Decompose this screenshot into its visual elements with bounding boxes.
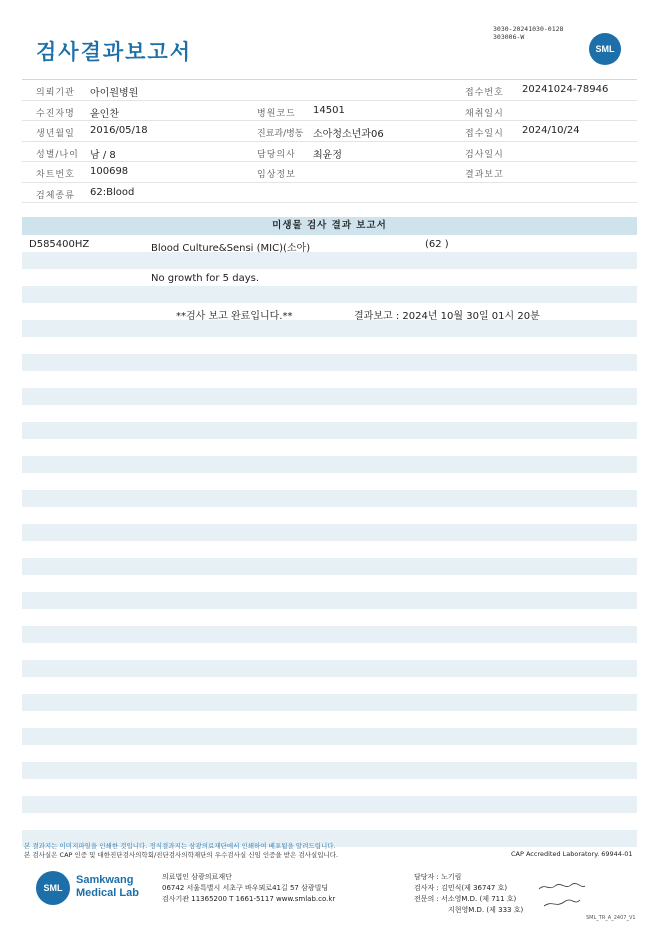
- address-line3: 검사기관 11365200 T 1661-5117 www.smlab.co.kr: [162, 895, 336, 903]
- dept-label: 진료과/병동: [257, 129, 304, 139]
- hospital-code-value: 14501: [313, 104, 345, 116]
- doctor-value: 최윤정: [313, 149, 342, 161]
- sheet-stripe: [22, 439, 637, 456]
- brand-line2: Medical Lab: [76, 887, 139, 899]
- collect-date-label: 채취일시: [465, 108, 504, 119]
- document-code-line1: 3030-20241030-0128: [493, 25, 564, 33]
- sheet-stripe: [22, 524, 637, 541]
- sheet-stripe: [22, 286, 637, 303]
- result-section-title: 미생물 검사 결과 보고서: [22, 217, 637, 235]
- form-code: SML_TR_A_2407_V1: [586, 915, 636, 921]
- sheet-stripe: [22, 677, 637, 694]
- chart-value: 100698: [90, 166, 129, 177]
- hospital-value: 아이원병원: [90, 88, 139, 99]
- specimen-label: 검체종류: [36, 190, 75, 201]
- sheet-stripe: [22, 456, 637, 473]
- sheet-stripe: [22, 473, 637, 490]
- document-code: [493, 25, 563, 41]
- result-sheet-background: [22, 235, 637, 847]
- doctor-label: 담당의사: [257, 149, 296, 160]
- test-name: Blood Culture&Sensi (MIC)(소아): [151, 243, 311, 254]
- chart-label: 차트번호: [36, 170, 75, 180]
- sheet-stripe: [22, 575, 637, 592]
- receipt-date-label: 접수일시: [465, 129, 504, 139]
- sheet-stripe: [22, 813, 637, 830]
- signature-2: [542, 896, 582, 910]
- receipt-no-value: 20241024-78946: [522, 84, 609, 95]
- patient-label: 수진자명: [36, 108, 75, 119]
- sex-age-label: 성별/나이: [36, 149, 79, 160]
- sml-footer-logo: SML: [36, 871, 70, 905]
- sheet-stripe: [22, 711, 637, 728]
- staff-line2: 검사자 : 김민식(제 36747 호): [414, 884, 508, 892]
- staff-line4: 지현영M.D. (제 333 호): [448, 906, 524, 914]
- sheet-stripe: [22, 728, 637, 745]
- staff-line1: 담당자 : 노기림: [414, 873, 462, 881]
- sheet-stripe: [22, 507, 637, 524]
- hospital-code-label: 병원코드: [257, 108, 296, 119]
- patient-info-table: [22, 79, 637, 203]
- report-title: 검사결과보고서: [36, 40, 193, 64]
- clinical-label: 임상정보: [257, 170, 296, 180]
- footer-note-image: 본 결과지는 이미지파일을 인쇄한 것입니다. 정식결과지는 삼광의료재단에서 인쇄하여 배포됨을 알려드립니다.: [24, 842, 336, 850]
- brand-line1: Samkwang: [76, 874, 134, 886]
- sheet-stripe: [22, 422, 637, 439]
- birth-label: 생년월일: [36, 129, 75, 139]
- receipt-no-label: 접수번호: [465, 88, 504, 98]
- address-line1: 의료법인 삼광의료재단: [162, 873, 232, 881]
- info-row: [22, 101, 637, 122]
- sheet-stripe: [22, 694, 637, 711]
- test-number: (62 ): [425, 239, 449, 250]
- cap-accreditation: CAP Accredited Laboratory. 69944-01: [511, 850, 633, 858]
- sheet-stripe: [22, 779, 637, 796]
- sheet-stripe: [22, 558, 637, 575]
- sheet-stripe: [22, 320, 637, 337]
- sheet-stripe: [22, 643, 637, 660]
- sheet-stripe: [22, 762, 637, 779]
- sheet-stripe: [22, 337, 637, 354]
- sheet-stripe: [22, 388, 637, 405]
- sheet-stripe: [22, 235, 637, 252]
- staff-list: [414, 872, 523, 916]
- sml-logo: SML: [589, 33, 621, 65]
- test-date-label: 검사일시: [465, 149, 504, 160]
- receipt-date-value: 2024/10/24: [522, 125, 580, 136]
- sheet-stripe: [22, 609, 637, 626]
- hospital-label: 의뢰기관: [36, 88, 75, 98]
- sheet-stripe: [22, 405, 637, 422]
- result-finding: No growth for 5 days.: [151, 273, 260, 284]
- info-row: [22, 142, 637, 163]
- document-code-line2: 303006-W: [493, 33, 525, 41]
- sheet-stripe: [22, 269, 637, 286]
- dept-value: 소아청소년과06: [313, 129, 384, 140]
- specimen-value: 62:Blood: [90, 186, 135, 198]
- report-time: 결과보고 : 2024년 10월 30일 01시 20분: [354, 311, 540, 322]
- info-row: [22, 80, 637, 101]
- info-row: [22, 162, 637, 183]
- sheet-stripe: [22, 252, 637, 269]
- sheet-stripe: [22, 354, 637, 371]
- sheet-stripe: [22, 796, 637, 813]
- test-code: D585400HZ: [29, 239, 90, 250]
- sheet-stripe: [22, 303, 637, 320]
- sheet-stripe: [22, 626, 637, 643]
- lab-address: [162, 872, 335, 905]
- report-date-label: 결과보고: [465, 170, 504, 180]
- info-row: [22, 183, 637, 204]
- staff-line3: 전문의 : 서소영M.D. (제 711 호): [414, 895, 517, 903]
- report-complete-message: **검사 보고 완료입니다.**: [176, 311, 293, 322]
- info-row: [22, 121, 637, 142]
- sheet-stripe: [22, 592, 637, 609]
- sheet-stripe: [22, 660, 637, 677]
- sheet-stripe: [22, 541, 637, 558]
- brand-name: [76, 874, 139, 900]
- birth-value: 2016/05/18: [90, 125, 148, 136]
- result-section-header: [22, 217, 637, 235]
- sheet-stripe: [22, 745, 637, 762]
- address-line2: 06742 서울특별시 서초구 바우뫼로41길 57 삼광빌딩: [162, 884, 329, 892]
- sex-age-value: 남 / 8: [90, 149, 116, 161]
- sheet-stripe: [22, 490, 637, 507]
- signature-1: [537, 881, 587, 893]
- sheet-stripe: [22, 371, 637, 388]
- footer-note-cap: 본 검사실은 CAP 인증 및 대한진단검사의학회/진단검사의학재단의 우수검사실 신임 인증을 받은 검사실입니다.: [24, 851, 339, 859]
- patient-value: 윤인찬: [90, 108, 119, 120]
